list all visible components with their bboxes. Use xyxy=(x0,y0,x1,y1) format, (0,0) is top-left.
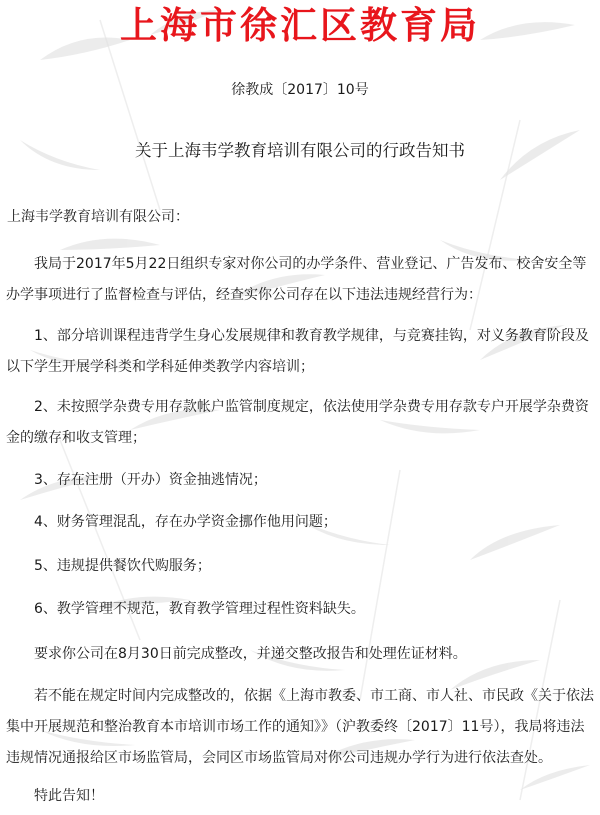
document-subject: 关于上海韦学教育培训有限公司的行政告知书 xyxy=(135,141,465,160)
document-number: 徐教成〔2017〕10号 xyxy=(231,82,369,98)
issuer-title: 上海市徐汇区教育局 xyxy=(120,3,480,47)
paragraph-requirement: 要求你公司在8月30日前完成整改，并递交整改报告和处理佐证材料。 xyxy=(34,646,467,662)
paragraph-item-1: 1、部分培训课程违背学生身心发展规律和教育教学规律，与竞赛挂钩，对义务教育阶段及以下学生开展学科类和学科延伸类教学内容培训； xyxy=(6,328,589,375)
paragraph-closing: 特此告知！ xyxy=(34,788,104,804)
paragraph-item-2: 2、未按照学杂费专用存款帐户监管制度规定，依法使用学杂费专用存款专户开展学杂费资金的缴存和收支管理； xyxy=(6,399,589,446)
paragraph-item-5: 5、违规提供餐饮代购服务； xyxy=(34,558,211,574)
paragraph-consequence: 若不能在规定时间内完成整改的，依据《上海市教委、市工商、市人社、市民政《关于依法集中开展规范和整治教育本市培训市场工作的通知》》（沪教委终〔2017〕11号），我局将违法违规情况通报给区市场监管局，会同区市场监管局对你公司违规办学行为进行依法查处。 xyxy=(6,688,594,766)
paragraph-item-6: 6、教学管理不规范，教育教学管理过程性资料缺失。 xyxy=(34,601,365,617)
addressee: 上海韦学教育培训有限公司： xyxy=(7,209,189,225)
paragraph-intro: 我局于2017年5月22日组织专家对你公司的办学条件、营业登记、广告发布、校舍安全等办学事项进行了监督检查与评估，经查实你公司存在以下违法违规经营行为： xyxy=(6,256,587,303)
paragraph-item-4: 4、财务管理混乱，存在办学资金挪作他用问题； xyxy=(34,514,337,530)
paragraph-item-3: 3、存在注册（开办）资金抽逃情况； xyxy=(34,472,267,488)
